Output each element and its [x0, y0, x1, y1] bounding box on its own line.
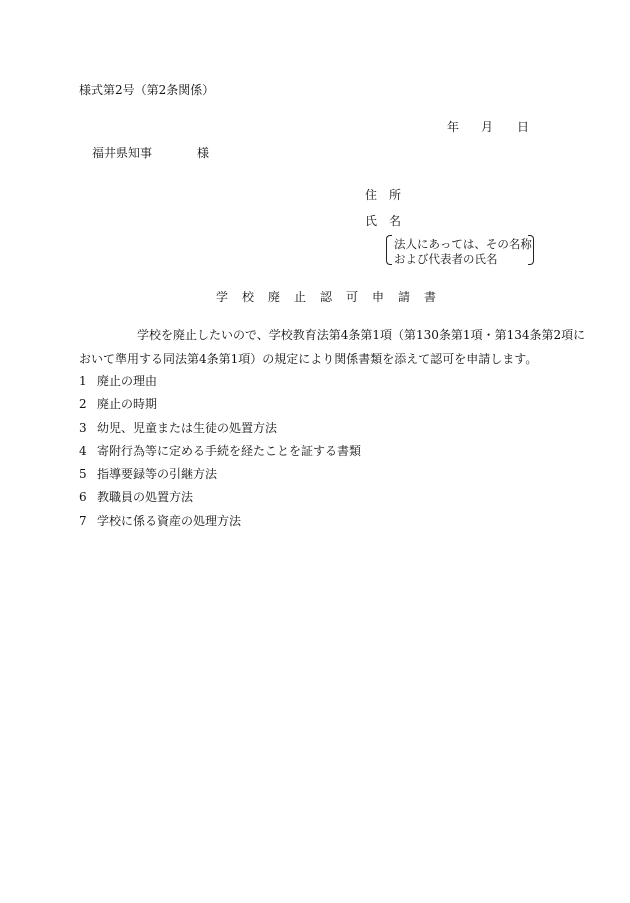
item-text: 学校に係る資産の処理方法 — [97, 513, 242, 528]
corporate-note — [386, 234, 534, 264]
left-bracket — [386, 235, 392, 265]
item-number: 7 — [79, 513, 87, 528]
day-label: 日 — [517, 120, 530, 134]
addressee-honorific: 様 — [197, 146, 210, 160]
item-text: 幼児、児童または生徒の処置方法 — [97, 420, 278, 435]
applicant-name-label: 氏 名 — [365, 214, 402, 228]
item-text: 教職員の処置方法 — [97, 490, 194, 505]
item-number: 1 — [79, 374, 87, 388]
year-label: 年 — [447, 120, 460, 134]
addressee — [92, 144, 209, 161]
body-line-1: 学校を廃止したいので、学校教育法第4条第1項（第130条第1項・第134条第2項に — [137, 328, 586, 342]
list-item — [79, 393, 361, 416]
list-item — [79, 463, 361, 486]
addressee-name: 福井県知事 — [92, 146, 153, 160]
list-item — [79, 370, 361, 393]
right-bracket — [528, 235, 534, 265]
corporate-note-line2: および代表者の氏名 — [394, 252, 498, 266]
body-paragraph — [79, 323, 586, 371]
item-number: 2 — [79, 397, 87, 412]
list-item — [79, 440, 361, 463]
form-number: 様式第2号（第2条関係） — [79, 83, 215, 97]
list-item — [79, 486, 361, 509]
item-number: 5 — [79, 467, 87, 482]
body-line-2: おいて準用する同法第4条第1項）の規定により関係書類を添えて認可を申請します。 — [79, 352, 538, 366]
list-item — [79, 510, 361, 533]
month-label: 月 — [481, 120, 494, 134]
item-number: 6 — [79, 490, 87, 505]
item-text: 寄附行為等に定める手続を経たことを証する書類 — [97, 443, 362, 458]
item-number: 3 — [79, 420, 87, 435]
applicant-address-label: 住 所 — [365, 188, 402, 202]
document-title: 学校廃止認可申請書 — [216, 290, 451, 304]
item-number: 4 — [79, 443, 87, 458]
item-text: 指導要録等の引継方法 — [97, 467, 218, 482]
item-text: 廃止の時期 — [97, 397, 158, 412]
attachment-list — [79, 370, 361, 533]
date-line — [447, 118, 529, 135]
corporate-note-line1: 法人にあっては、その名称 — [394, 237, 532, 251]
list-item — [79, 417, 361, 440]
item-text: 廃止の理由 — [97, 374, 158, 388]
